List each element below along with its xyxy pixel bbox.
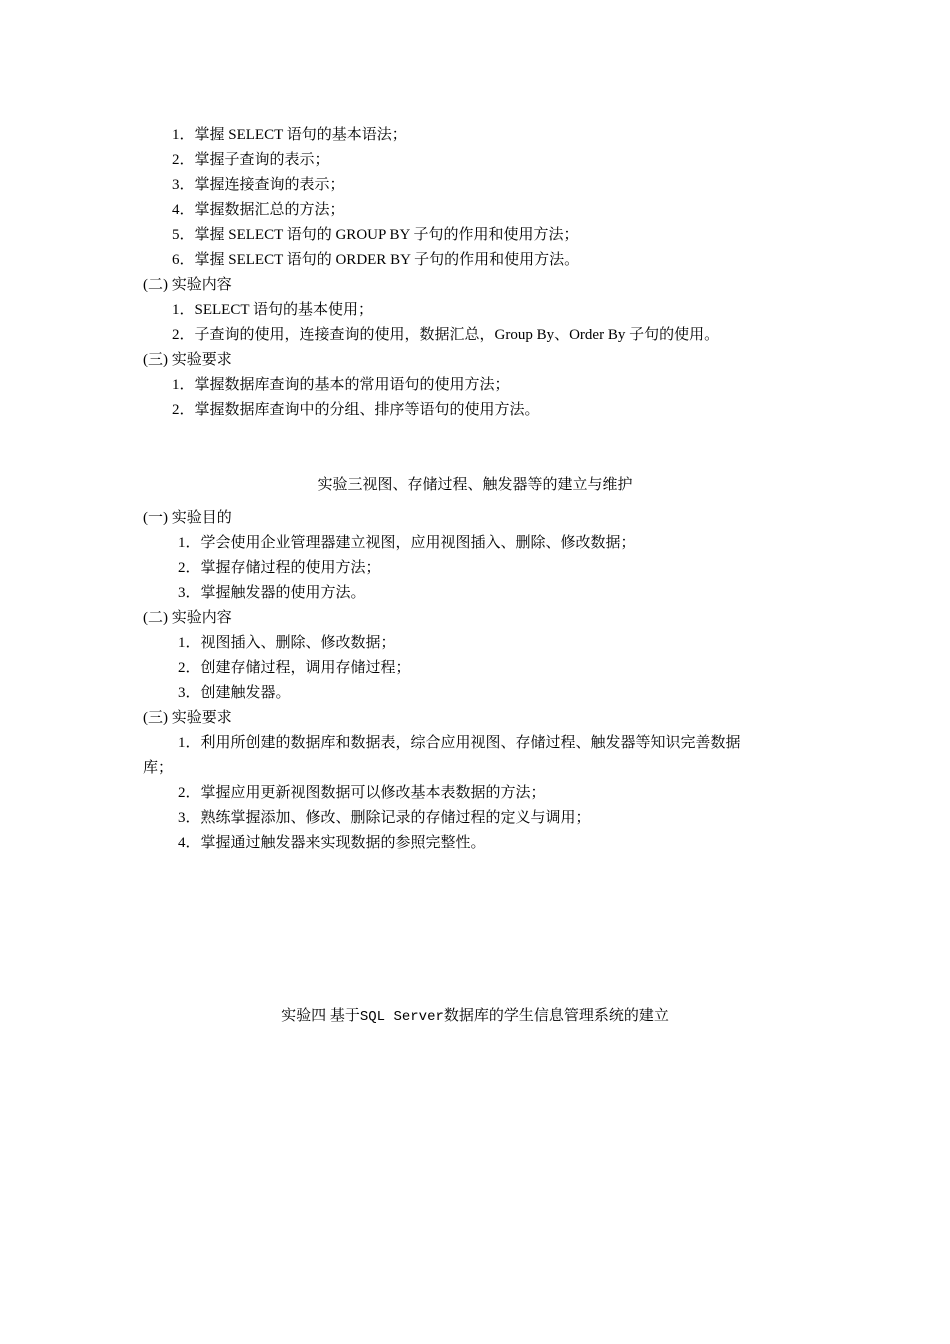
- section3-body: [143, 506, 813, 856]
- goal-item: 1．掌握 SELECT 语句的基本语法；: [172, 127, 407, 143]
- content-item: 3．创建触发器。: [178, 685, 291, 701]
- requirement-item: 1．掌握数据库查询的基本的常用语句的使用方法；: [172, 377, 510, 393]
- section2-goals: [143, 123, 813, 423]
- goal-item: 3．掌握触发器的使用方法。: [178, 585, 366, 601]
- goal-item: 6．掌握 SELECT 语句的 ORDER BY 子句的作用和使用方法。: [172, 252, 580, 268]
- section-heading: (三) 实验要求: [143, 352, 232, 368]
- title-suffix: 数据库的学生信息管理系统的建立: [443, 1008, 669, 1024]
- goal-item: 2．掌握子查询的表示；: [172, 152, 330, 168]
- requirement-item: 2．掌握数据库查询中的分组、排序等语句的使用方法。: [172, 402, 540, 418]
- requirement-item: 4．掌握通过触发器来实现数据的参照完整性。: [178, 835, 486, 851]
- content-item: 1．SELECT 语句的基本使用；: [172, 302, 373, 318]
- content-item: 2．创建存储过程，调用存储过程；: [178, 660, 411, 676]
- title-prefix: 实验四 基于: [281, 1008, 360, 1024]
- content-item: 1．视图插入、删除、修改数据；: [178, 635, 396, 651]
- goal-item: 4．掌握数据汇总的方法；: [172, 202, 345, 218]
- section-heading: (二) 实验内容: [143, 277, 232, 293]
- requirement-item: 2．掌握应用更新视图数据可以修改基本表数据的方法；: [178, 785, 546, 801]
- section-heading: (三) 实验要求: [143, 710, 232, 726]
- goal-item: 3．掌握连接查询的表示；: [172, 177, 345, 193]
- goal-item: 1．学会使用企业管理器建立视图，应用视图插入、删除、修改数据；: [178, 535, 636, 551]
- section-heading: (一) 实验目的: [143, 510, 232, 526]
- experiment3-title: 实验三视图、存储过程、触发器等的建立与维护: [317, 477, 633, 493]
- requirement-item: 3．熟练掌握添加、修改、删除记录的存储过程的定义与调用；: [178, 810, 591, 826]
- section-heading: (二) 实验内容: [143, 610, 232, 626]
- requirement-item-continued: 库；: [143, 760, 174, 776]
- requirement-item: 1．利用所创建的数据库和数据表，综合应用视图、存储过程、触发器等知识完善数据: [178, 735, 741, 751]
- content-item: 2．子查询的使用，连接查询的使用，数据汇总，Group By、Order By 子句的使用。: [172, 327, 720, 343]
- goal-item: 5．掌握 SELECT 语句的 GROUP BY 子句的作用和使用方法；: [172, 227, 579, 243]
- goal-item: 2．掌握存储过程的使用方法；: [178, 560, 381, 576]
- title-sql-server: SQL Server: [359, 1009, 444, 1025]
- experiment4-title: [0, 1004, 950, 1029]
